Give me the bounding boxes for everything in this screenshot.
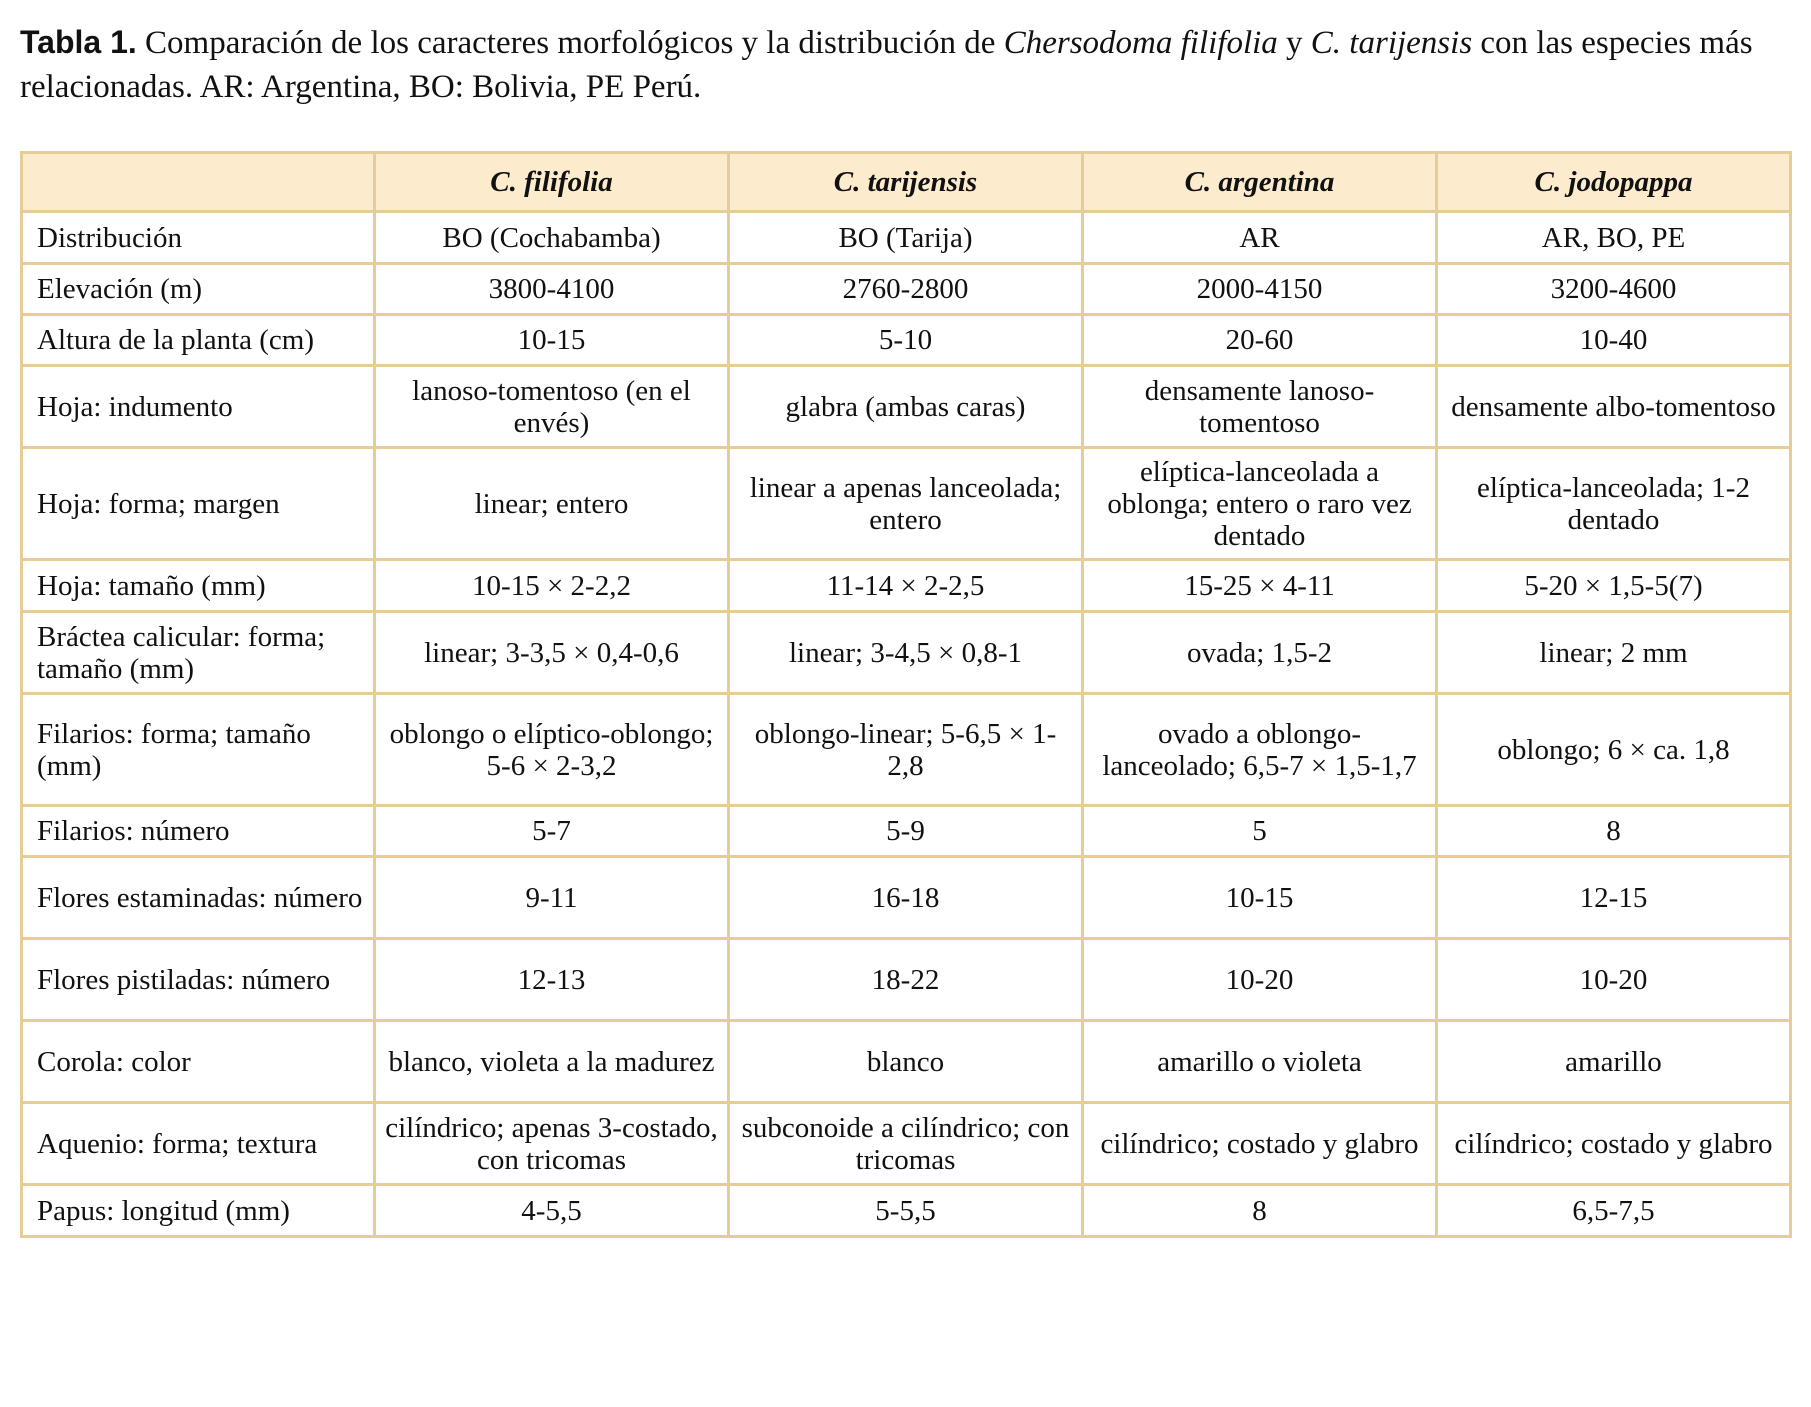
table-cell: 3800-4100 (375, 264, 729, 315)
table-cell: 10-15 (375, 315, 729, 366)
row-label: Hoja: tamaño (mm) (22, 560, 375, 612)
table-row (22, 264, 1791, 315)
table-row (22, 806, 1791, 857)
row-label: Altura de la planta (cm) (22, 315, 375, 366)
table-row (22, 1021, 1791, 1103)
row-label: Filarios: número (22, 806, 375, 857)
table-cell: 12-13 (375, 939, 729, 1021)
table-cell: AR (1083, 212, 1437, 264)
table-cell: 10-15 × 2-2,2 (375, 560, 729, 612)
table-cell: lanoso-tomentoso (en el envés) (375, 366, 729, 448)
table-cell: oblongo-linear; 5-6,5 × 1-2,8 (729, 694, 1083, 806)
table-cell: 5-20 × 1,5-5(7) (1437, 560, 1791, 612)
table-cell: subconoide a cilíndrico; con tricomas (729, 1103, 1083, 1185)
table-row (22, 1185, 1791, 1237)
header-c-filifolia: C. filifolia (375, 153, 729, 212)
table-row (22, 694, 1791, 806)
row-label: Papus: longitud (mm) (22, 1185, 375, 1237)
table-cell: 11-14 × 2-2,5 (729, 560, 1083, 612)
table-cell: AR, BO, PE (1437, 212, 1791, 264)
table-cell: 5-5,5 (729, 1185, 1083, 1237)
table-caption (20, 20, 1795, 109)
table-cell: 18-22 (729, 939, 1083, 1021)
table-row (22, 366, 1791, 448)
table-cell: oblongo; 6 × ca. 1,8 (1437, 694, 1791, 806)
row-label: Filarios: forma; tamaño (mm) (22, 694, 375, 806)
table-row (22, 1103, 1791, 1185)
header-c-tarijensis: C. tarijensis (729, 153, 1083, 212)
table-cell: 16-18 (729, 857, 1083, 939)
table-row (22, 857, 1791, 939)
table-body (22, 212, 1791, 1237)
row-label: Bráctea calicular: forma; tamaño (mm) (22, 612, 375, 694)
header-c-argentina: C. argentina (1083, 153, 1437, 212)
table-cell: linear; 3-4,5 × 0,8-1 (729, 612, 1083, 694)
table-cell: 15-25 × 4-11 (1083, 560, 1437, 612)
row-label: Corola: color (22, 1021, 375, 1103)
table-cell: 5-7 (375, 806, 729, 857)
table-cell: 10-20 (1437, 939, 1791, 1021)
header-c-jodopappa: C. jodopappa (1437, 153, 1791, 212)
caption-label: Tabla 1. (20, 24, 137, 60)
table-cell: 5-10 (729, 315, 1083, 366)
table-row (22, 315, 1791, 366)
table-cell: 5 (1083, 806, 1437, 857)
table-cell: blanco (729, 1021, 1083, 1103)
row-label: Hoja: indumento (22, 366, 375, 448)
row-label: Aquenio: forma; textura (22, 1103, 375, 1185)
header-empty (22, 153, 375, 212)
table-cell: densamente lanoso-tomentoso (1083, 366, 1437, 448)
table-cell: cilíndrico; costado y glabro (1437, 1103, 1791, 1185)
caption-species-1: Chersodoma filifolia (1003, 25, 1278, 61)
table-cell: 10-20 (1083, 939, 1437, 1021)
table-cell: 8 (1083, 1185, 1437, 1237)
table-cell: cilíndrico; apenas 3-costado, con tricomas (375, 1103, 729, 1185)
row-label: Flores estaminadas: número (22, 857, 375, 939)
table-cell: ovado a oblongo-lanceolado; 6,5-7 × 1,5-1,7 (1083, 694, 1437, 806)
table-cell: linear; entero (375, 448, 729, 560)
comparison-table (20, 151, 1792, 1238)
table-cell: 4-5,5 (375, 1185, 729, 1237)
table-cell: linear a apenas lanceolada; entero (729, 448, 1083, 560)
table-cell: 2000-4150 (1083, 264, 1437, 315)
caption-text-1: Comparación de los caracteres morfológicos y la distribución de (136, 25, 1004, 61)
table-cell: 12-15 (1437, 857, 1791, 939)
table-cell: 8 (1437, 806, 1791, 857)
table-cell: 10-40 (1437, 315, 1791, 366)
table-row (22, 212, 1791, 264)
row-label: Hoja: forma; margen (22, 448, 375, 560)
row-label: Distribución (22, 212, 375, 264)
table-cell: 20-60 (1083, 315, 1437, 366)
table-cell: BO (Tarija) (729, 212, 1083, 264)
table-cell: ovada; 1,5-2 (1083, 612, 1437, 694)
table-cell: linear; 2 mm (1437, 612, 1791, 694)
table-cell: oblongo o elíptico-oblongo; 5-6 × 2-3,2 (375, 694, 729, 806)
table-row (22, 448, 1791, 560)
caption-text-2: y (1277, 25, 1311, 61)
table-cell: densamente albo-tomentoso (1437, 366, 1791, 448)
table-cell: linear; 3-3,5 × 0,4-0,6 (375, 612, 729, 694)
table-cell: glabra (ambas caras) (729, 366, 1083, 448)
table-cell: 9-11 (375, 857, 729, 939)
table-row (22, 560, 1791, 612)
table-row (22, 612, 1791, 694)
table-cell: blanco, violeta a la madurez (375, 1021, 729, 1103)
table-cell: amarillo (1437, 1021, 1791, 1103)
table-cell: cilíndrico; costado y glabro (1083, 1103, 1437, 1185)
table-cell: elíptica-lanceolada a oblonga; entero o raro vez dentado (1083, 448, 1437, 560)
table-cell: 10-15 (1083, 857, 1437, 939)
table-cell: BO (Cochabamba) (375, 212, 729, 264)
table-cell: 5-9 (729, 806, 1083, 857)
table-row (22, 939, 1791, 1021)
row-label: Elevación (m) (22, 264, 375, 315)
table-cell: amarillo o violeta (1083, 1021, 1437, 1103)
header-row (22, 153, 1791, 212)
table-cell: 6,5-7,5 (1437, 1185, 1791, 1237)
caption-species-2: C. tarijensis (1310, 25, 1473, 61)
row-label: Flores pistiladas: número (22, 939, 375, 1021)
table-cell: elíptica-lanceolada; 1-2 dentado (1437, 448, 1791, 560)
caption-text-3: con las especies más relacionadas. AR: Argentina, BO: Bolivia, PE Perú. (20, 25, 1753, 105)
table-cell: 2760-2800 (729, 264, 1083, 315)
table-cell: 3200-4600 (1437, 264, 1791, 315)
